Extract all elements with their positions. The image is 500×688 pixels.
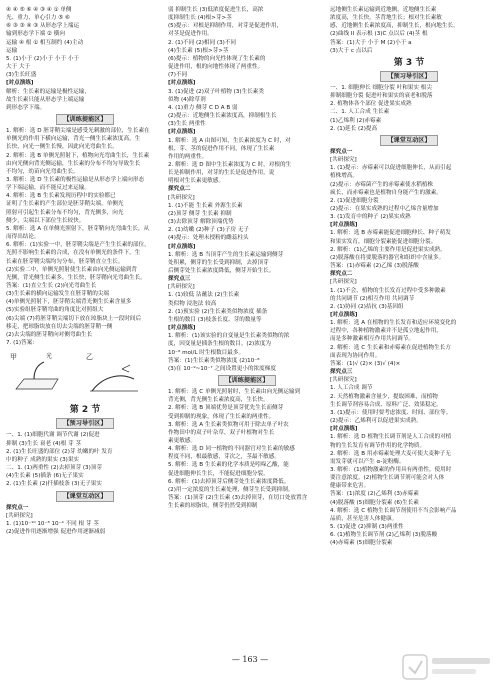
text-line: 物的生长发育有调节作用的化学物质。 bbox=[330, 442, 426, 449]
text-line: 一、1. 细胞伸长 细胞分裂 叶和果实 根尖 bbox=[330, 84, 432, 91]
text-line: 1. (1)不会，植物的生长发育过程中受多种激素 bbox=[330, 287, 446, 294]
text-line: 7. (1)答案： bbox=[6, 340, 38, 347]
text-line: 2. (1)不同 (2)相同 (3)不同 bbox=[168, 39, 237, 46]
page-number: — 163 — bbox=[231, 655, 269, 664]
text-line: [共研探究] bbox=[6, 512, 33, 519]
text-line: 1. (1)较低 沾蘸法 (2)生长素 bbox=[168, 292, 240, 299]
banner-label: 【课堂互动区】 bbox=[56, 491, 113, 502]
subsection-label: 探究点二 bbox=[330, 271, 353, 278]
column-middle bbox=[168, 6, 326, 648]
text-line: 二、1. 人工合成 生长素 bbox=[330, 109, 390, 116]
text-line: (2)用一定浓度的生长素处理，侧芽生长受到抑制。 bbox=[168, 486, 294, 493]
section-banner bbox=[6, 114, 164, 125]
section-banner bbox=[6, 491, 164, 502]
text-line: 5. (1)小于 (2)小于 小于 小于 bbox=[6, 55, 80, 62]
section-banner bbox=[6, 418, 164, 429]
text-line: 背光侧，背光侧生长素浓度高，生长快。 bbox=[168, 397, 269, 404]
text-line: 需发芽就可以产生 α-淀粉酶。 bbox=[330, 458, 405, 465]
text-line: ⑥ ③ ③ ④ ③ 从形态学上端运 bbox=[6, 23, 80, 30]
text-line: 1. 解析：选 A 由图可知，生长素浓度为 C 时，对 bbox=[168, 137, 291, 144]
text-line: 品质，甚至危害人体健康。 bbox=[330, 515, 398, 522]
text-line: 生长素的琼脂块，侧芽仍然受到抑制 bbox=[168, 503, 258, 510]
text-line: 4. 解析：选 C 植物生长调节剂使用不当会影响产品 bbox=[330, 507, 457, 514]
text-line: 和果实发育，细胞分裂素能促进细胞分裂。 bbox=[330, 238, 437, 245]
text-line: 光照不影响生长素的合成，在没有单侧光的条件下，生 bbox=[6, 250, 141, 257]
answer-line: 答案：(1)浓度 (2)乙烯利 (3)赤霉素 bbox=[330, 491, 419, 498]
text-line: 10⁻⁸ mol/L 时生根数目最多。 bbox=[168, 349, 245, 356]
answer-line: 答案：(1)√ (2)× (3)√ (4)× bbox=[330, 360, 401, 367]
text-line: 生根的数目 (3)枝条长度、芽的数量等 bbox=[168, 316, 262, 323]
text-line: 1. (1)10⁻¹⁰ 10⁻⁸ 10⁻⁴ 不同 根 芽 茎 bbox=[6, 520, 99, 527]
text-line: 二、1. (1)两重性 (2)去掉顶芽 (3)顶芽 bbox=[6, 465, 102, 472]
text-line: 而得出结论。 bbox=[6, 234, 40, 241]
text-line: 运输 ④ 根 ① 相互制约 (4)主动 bbox=[6, 39, 84, 46]
text-line: 1. (1)提示：赤霉素可以促进细胞伸长，从而引起 bbox=[330, 165, 452, 172]
text-line: 证明了生长素的产生部位是胚芽鞘尖端，单侧光 bbox=[6, 201, 124, 208]
text-line: (4)赤霉素 (5)细胞分裂素 bbox=[330, 540, 393, 547]
text-line: 的共同调节 (2)相互作用 共同调节 bbox=[330, 295, 415, 302]
text-line: 1. 解析：选 C 单侧光照射时，生长素由向光侧运输到 bbox=[168, 389, 301, 396]
text-line: [共研探究] bbox=[168, 284, 195, 291]
text-line: (2)去尖端的胚芽鞘向对侧弯曲生长 bbox=[6, 331, 93, 338]
text-line: 受到抑制的现象，体现了生长素的两重性。 bbox=[168, 413, 275, 420]
text-line: 照射可引起生长素分布不均匀，背光侧多，向光 bbox=[6, 209, 124, 216]
text-line: 1. 解析：选 B 赤霉素能促进细胞伸长、种子萌发 bbox=[330, 230, 451, 237]
banner-label: 【预习导引区】 bbox=[56, 418, 113, 429]
text-line: 促进细胞伸长生长，不能促进细胞分裂。 bbox=[168, 470, 269, 477]
subsection-label: 探究点一 bbox=[330, 148, 353, 155]
subsection-label: [对点演练] bbox=[330, 222, 358, 229]
banner-label: 【预习导引区】 bbox=[380, 71, 437, 82]
text-line: 5. 解析：选 A 在单侧光照射下，胚芽鞘向光弯曲生长，从 bbox=[6, 225, 150, 232]
text-line: 故生长素只能从形态学上端运输 bbox=[6, 96, 85, 103]
figure-label-light: 光 bbox=[46, 353, 53, 361]
text-line: (3)生长旺盛 bbox=[6, 72, 37, 79]
text-line: [共研探究] bbox=[330, 279, 357, 286]
answer-line: (3)生长素的横向运输发生在胚芽鞘的尖端 bbox=[6, 291, 110, 298]
text-line: 6. (1)植物生长调节剂 (2)乙烯利 (3)脱落酸 bbox=[330, 532, 438, 539]
text-line: 2. 解析：选 C 生长素和赤霉素在促进植物生长方 bbox=[330, 344, 451, 351]
text-line: 后侧芽处生长素浓度降低，侧芽开始生长。 bbox=[168, 268, 275, 274]
coleoptile-figure bbox=[6, 349, 156, 397]
text-line: 浓度高，生长快，茎背地生长；根对生长素敏 bbox=[330, 15, 442, 22]
text-line: (2)实验二中，单侧光照射使生长素由向光侧运输到背 bbox=[6, 266, 137, 273]
figure-label-jia: 甲 bbox=[10, 353, 17, 362]
text-line: 度，因变量是插条生根的数目。(2)浓度为 bbox=[168, 341, 272, 348]
text-line: 长快，向光一侧生长慢，因此向光弯曲生长。 bbox=[6, 144, 118, 151]
banner-label: 【训练提能区】 bbox=[56, 114, 113, 125]
text-line: (2)提示：在果实成熟的过程中乙烯含量增加 bbox=[330, 205, 439, 212]
banner-label: 【课堂互动区】 bbox=[380, 135, 437, 146]
text-line: (6)尖端 (7)将胚芽鞘尖端切下放在琼脂块上一段时间后 bbox=[6, 315, 142, 322]
text-line: 解析：生长素的运输是极性运输， bbox=[6, 88, 90, 95]
text-line: 4. 解析：选 D 同一植物的不同器官对生长素的敏感 bbox=[168, 446, 295, 453]
text-line: 1. 解析：选 B 当顶芽产生的生长素运输到侧芽 bbox=[168, 251, 284, 258]
text-line: (2)提示：乙烯利可以促进果实成熟。 bbox=[330, 418, 422, 425]
text-line: (4)单侧光照射下，胚芽鞘尖端背光侧生长素含量多 bbox=[6, 299, 132, 306]
text-line: 光、重力、单心引力 ⑤ ⑥ bbox=[6, 15, 70, 22]
text-line: 感，近地侧生长素浓度高，抑制生长，根向地生长。 bbox=[330, 23, 459, 30]
answer-line: 答案：(1)生长素类似物浓度 (2)10⁻⁸ bbox=[168, 357, 260, 364]
subsection-label: [对点演练] bbox=[6, 80, 34, 87]
text-line: 1. (1)不能 生长素 外源生长素 bbox=[168, 202, 243, 209]
text-line: (7)不同 bbox=[168, 72, 188, 79]
subsection-label: [对点演练] bbox=[168, 80, 196, 87]
text-line: 5. 解析：选 B 生长素的化学本质是吲哚乙酸，能 bbox=[168, 462, 289, 469]
text-line: 4. 解析：选 B 生长素发现历程中的实验都已 bbox=[6, 193, 116, 200]
text-line: 2. 解析：选 B 用赤霉素处理大麦可使大麦种子无 bbox=[330, 450, 451, 457]
text-line: 3. 解析：选 A 生长素类似物可用于除去单子叶农 bbox=[168, 421, 289, 428]
text-line: ④ ④ ⑤ ⑥ ④ ③ ④ ① 单侧 bbox=[6, 7, 72, 13]
text-line: [共研探究] bbox=[330, 157, 357, 164]
text-line: (4)生长素 (5)根>芽>茎 bbox=[168, 47, 229, 54]
text-line: 促进作用，根的向地性体现了两重性。 bbox=[168, 64, 264, 71]
text-line: 2. (1)预实验 (2)生长素类似物浓度 插条 bbox=[168, 308, 268, 315]
text-line: 2. 解析：选 B 顶端优势是顶芽优先生长而侧芽 bbox=[168, 405, 284, 412]
text-line: (2)提示：近地侧生长素浓度高，抑制根生长 bbox=[168, 113, 277, 120]
text-line: (2)顶芽 侧芽 生长素 抑制 bbox=[168, 210, 232, 217]
subsection-label: 探究点三 bbox=[330, 369, 353, 376]
text-line: 5. (1)促进 (2)抑制 (3)两重性 bbox=[330, 524, 404, 531]
text-line: 1. 解析：(1)该实验的自变量是生长素类似物的浓 bbox=[168, 333, 290, 340]
text-line: 由向光侧向背光侧运输，生长素的分布不均匀导致生长 bbox=[6, 160, 141, 167]
text-line: (2)曲线 II 表示根 (3)C 点以后 (4)茎 根 bbox=[330, 31, 428, 38]
subsection-label: [对点演练] bbox=[330, 426, 358, 433]
text-line: 输到形态学下端 ② 横向 bbox=[6, 31, 65, 38]
text-line: 2. (1)幼嫩 (2)种子 (3)子房 无子 bbox=[168, 227, 249, 234]
text-line: (2)促进作用逐渐增强 促进作用逐渐减弱 bbox=[6, 528, 106, 535]
text-line: 2. (1)生长素 (2)扦插枝条 (3)无子果实 bbox=[6, 481, 102, 488]
text-line: 长是抑制作用，对芽的生长是促进作用，说 bbox=[168, 170, 275, 177]
text-line: [共研探究] bbox=[168, 194, 195, 201]
text-line: 过程中，各种植物激素并不是孤立地起作用， bbox=[330, 328, 442, 335]
subsection-label: [对点演练] bbox=[168, 129, 196, 136]
column-left bbox=[6, 6, 164, 648]
text-line: 2. 天然植物激素含量少，提取困难，而植物 bbox=[330, 393, 438, 400]
text-line: (2)提示：赤霉菌产生的赤霉素使水稻植株 bbox=[330, 181, 434, 188]
text-line: (6)提示：植物的向光性体现了生长素的 bbox=[168, 55, 266, 62]
text-line: 学下端运输，而不能反过来运输。 bbox=[6, 185, 90, 192]
text-line: 6. 解析：(1)去掉顶芽后侧芽处生长素浓度降低。 bbox=[168, 478, 290, 485]
watermark-logo bbox=[402, 652, 494, 682]
text-line: 中的种子 成熟的果实 (3)果实 bbox=[6, 456, 80, 463]
text-line: (5)提示：对根是抑制作用，对芽是促进作用， bbox=[168, 23, 283, 30]
text-line: 1. 人工合成 调节 bbox=[330, 385, 373, 392]
text-line: 弱 抑制生长 (3)低浓度促进生长，高浓 bbox=[168, 7, 264, 13]
text-line: 大于 大于 bbox=[6, 64, 31, 71]
text-line: (4)提示：处理未授粉的雌蕊柱头 bbox=[168, 235, 249, 242]
text-line: 远地侧生长素运输到近地侧，近地侧生长素 bbox=[330, 7, 437, 13]
text-line: 抑制 (3)生长 衰老 (4)根 芽 茎 bbox=[6, 440, 82, 447]
text-line: 3. (1)发育中的种子 (2)果实成熟 bbox=[330, 214, 411, 221]
text-line: (1)乙烯利 (2)赤霉素 bbox=[330, 117, 382, 124]
subsection-label: 探究点三 bbox=[168, 276, 191, 283]
text-line: 类似物 浸泡法 较高 bbox=[168, 300, 217, 307]
section-banner bbox=[168, 375, 326, 386]
text-line: 生长调节剂容易合成、原料广泛、效果稳定。 bbox=[330, 401, 442, 408]
text-line: 根、芽、茎的促进作用不同，体现了生长素 bbox=[168, 145, 275, 152]
section-title: 第 3 节 bbox=[393, 57, 425, 68]
section-title: 第 2 节 bbox=[69, 405, 101, 416]
text-line: (5)实验组胚芽鞘弯曲的角度比对照组大 bbox=[6, 307, 104, 314]
text-line: 植株增高。 bbox=[330, 173, 358, 180]
column-right bbox=[330, 6, 488, 648]
text-line: 度抑制生长 (4)根>芽>茎 bbox=[168, 15, 232, 22]
text-line: 面表现为协同作用。 bbox=[330, 352, 381, 359]
text-line: 6. 解析：(1)实验一中，胚芽鞘尖端是产生生长素的部位， bbox=[6, 242, 150, 249]
text-line: 素更敏感。 bbox=[168, 437, 196, 444]
answer-line: 答案：(1)大于 小于 M (2)小于 a bbox=[330, 39, 412, 46]
text-line: 不均匀，幼苗向光弯曲生长。 bbox=[6, 168, 79, 175]
text-line: 侧少，尖端以下部位生长较快。 bbox=[6, 217, 85, 224]
text-line: (4)生长素 (5)插条 (6)无子果实 bbox=[6, 473, 84, 480]
subsection-label: [对点演练] bbox=[168, 243, 196, 250]
section-banner bbox=[330, 71, 488, 82]
text-line: 3. 解析：选 D 生长素的极性运输是从形态学上端向形态 bbox=[6, 176, 145, 183]
text-line: (2)脱落酸在将要脱落的器官和组织中含量多。 bbox=[330, 254, 445, 261]
text-line: 而是多种激素相互作用共同调节。 bbox=[330, 336, 414, 343]
text-line: 3. 解析：(1)植物激素的作用具有两重性，使用时 bbox=[330, 466, 452, 473]
text-line: 1. 解析：选 D 植物生长调节剂是人工合成的对植 bbox=[330, 434, 452, 441]
text-line: 2. 解析：选 D 图中生长素浓度为 C 时，对根的生 bbox=[168, 161, 292, 168]
text-line: 疯长，而赤霉素也是植物自身能产生的激素。 bbox=[330, 189, 442, 196]
subsection-label: [对点演练] bbox=[168, 325, 196, 332]
text-line: 1. 解析：选 A 在植物的生长发育和适应环境变化的 bbox=[330, 320, 457, 327]
answer-line: (3)在 10⁻⁹~10⁻⁷ 之间设置更小的浓度梯度 bbox=[168, 365, 276, 372]
text-line: (3)大于 c 点以后 bbox=[330, 47, 373, 54]
text-line: 程度不同，根最敏感，芽次之，茎最不敏感。 bbox=[168, 454, 280, 461]
text-line: 3. (1)促进 (2)双子叶植物 (3)生长素类 bbox=[168, 88, 264, 95]
text-line: 一、1. (1)细胞代谢 调节代谢 (2)促进 bbox=[6, 432, 100, 439]
text-line: (4)脱落酸 (5)细胞分裂素 (6)生长素 bbox=[330, 499, 419, 506]
text-line: 光侧，背光侧生长素多，生长快，胚芽鞘向光弯曲生长。 bbox=[6, 274, 146, 281]
text-line: 作物田中的双子叶杂草，双子叶植物对生长 bbox=[168, 429, 275, 436]
text-line: 对茎是促进作用。 bbox=[168, 31, 213, 38]
text-line: (3)去除顶芽 解除顶端优势 bbox=[168, 219, 234, 226]
text-line: 移走，把琼脂块放在切去尖端的胚芽鞘一侧 bbox=[6, 323, 113, 330]
text-line: 4. (1)重力 侧芽 C D A B 弱 bbox=[168, 104, 238, 111]
text-line: 明根对生长素更敏感。 bbox=[168, 178, 224, 185]
text-line: 单侧光的作用下横向运输，背光一侧生长素浓度高，生 bbox=[6, 136, 141, 143]
text-line: 到形态学下端。 bbox=[6, 104, 46, 111]
text-line: 3. (1)提示：使用时要考虑浓度、时间、部位等。 bbox=[330, 409, 452, 416]
answer-line: 答案：(1)赤霉素 (2)乙烯 (3)脱落酸 bbox=[330, 263, 419, 270]
text-line: 处积累，侧芽的生长受到抑制，去掉顶芽 bbox=[168, 259, 269, 266]
text-line: 健康带来危害。 bbox=[330, 483, 370, 490]
subsection-label: [对点演练] bbox=[330, 312, 358, 318]
section-banner bbox=[330, 135, 488, 146]
text-line: 似物 (4)除草剂 bbox=[168, 96, 206, 103]
subsection-label: 探究点二 bbox=[168, 186, 191, 193]
figure-label-yi: 乙 bbox=[86, 353, 93, 362]
text-line: 2. 植物体各个部位 促进果实成熟 bbox=[330, 101, 412, 108]
text-line: 2. 解析：选 B 单侧光照射下，植物向光弯曲生长，生长素 bbox=[6, 152, 150, 159]
text-line: 2. (1)协同 (2)拮抗 (3)基因组 bbox=[330, 303, 404, 310]
text-line: [共研探究] bbox=[330, 377, 357, 384]
answer-line: 答案：(1)顶芽 (2)生长素 (3)去掉顶芽，在切口处放置含 bbox=[168, 495, 308, 502]
text-line: 2. (1)促进细胞分裂 bbox=[330, 197, 379, 204]
answer-line: 答案：(1)直立生长 (2)向光弯曲生长 bbox=[6, 283, 97, 289]
text-line: 2. 解析：(1)乙烯的主要作用是促进果实成熟。 bbox=[330, 246, 446, 253]
text-line: 长素在胚芽鞘尖端均匀分布，胚芽鞘直立生长。 bbox=[6, 258, 124, 265]
text-line: 2. (1)生长旺盛的部位 (2)芽 幼嫩的叶 发育 bbox=[6, 448, 113, 455]
subsection-label: 探究点一 bbox=[6, 504, 29, 511]
text-line: 1. 解析：选 D 胚芽鞘尖端是感受光刺激的部位，生长素在 bbox=[6, 128, 150, 135]
banner-label: 【训练提能区】 bbox=[218, 375, 275, 386]
text-line: 作用的两重性。 bbox=[168, 153, 208, 160]
text-line: (3)生长 两重性 bbox=[168, 121, 206, 128]
text-line: 2. (1)延长 (2)提高 bbox=[330, 125, 378, 132]
text-line: 运输 bbox=[6, 47, 18, 54]
text-line: 抑制细胞分裂 促进叶和果实的衰老和脱落 bbox=[330, 93, 433, 100]
text-line: 要注意浓度。(2)植物生长调节剂可能会对人体 bbox=[330, 475, 445, 482]
